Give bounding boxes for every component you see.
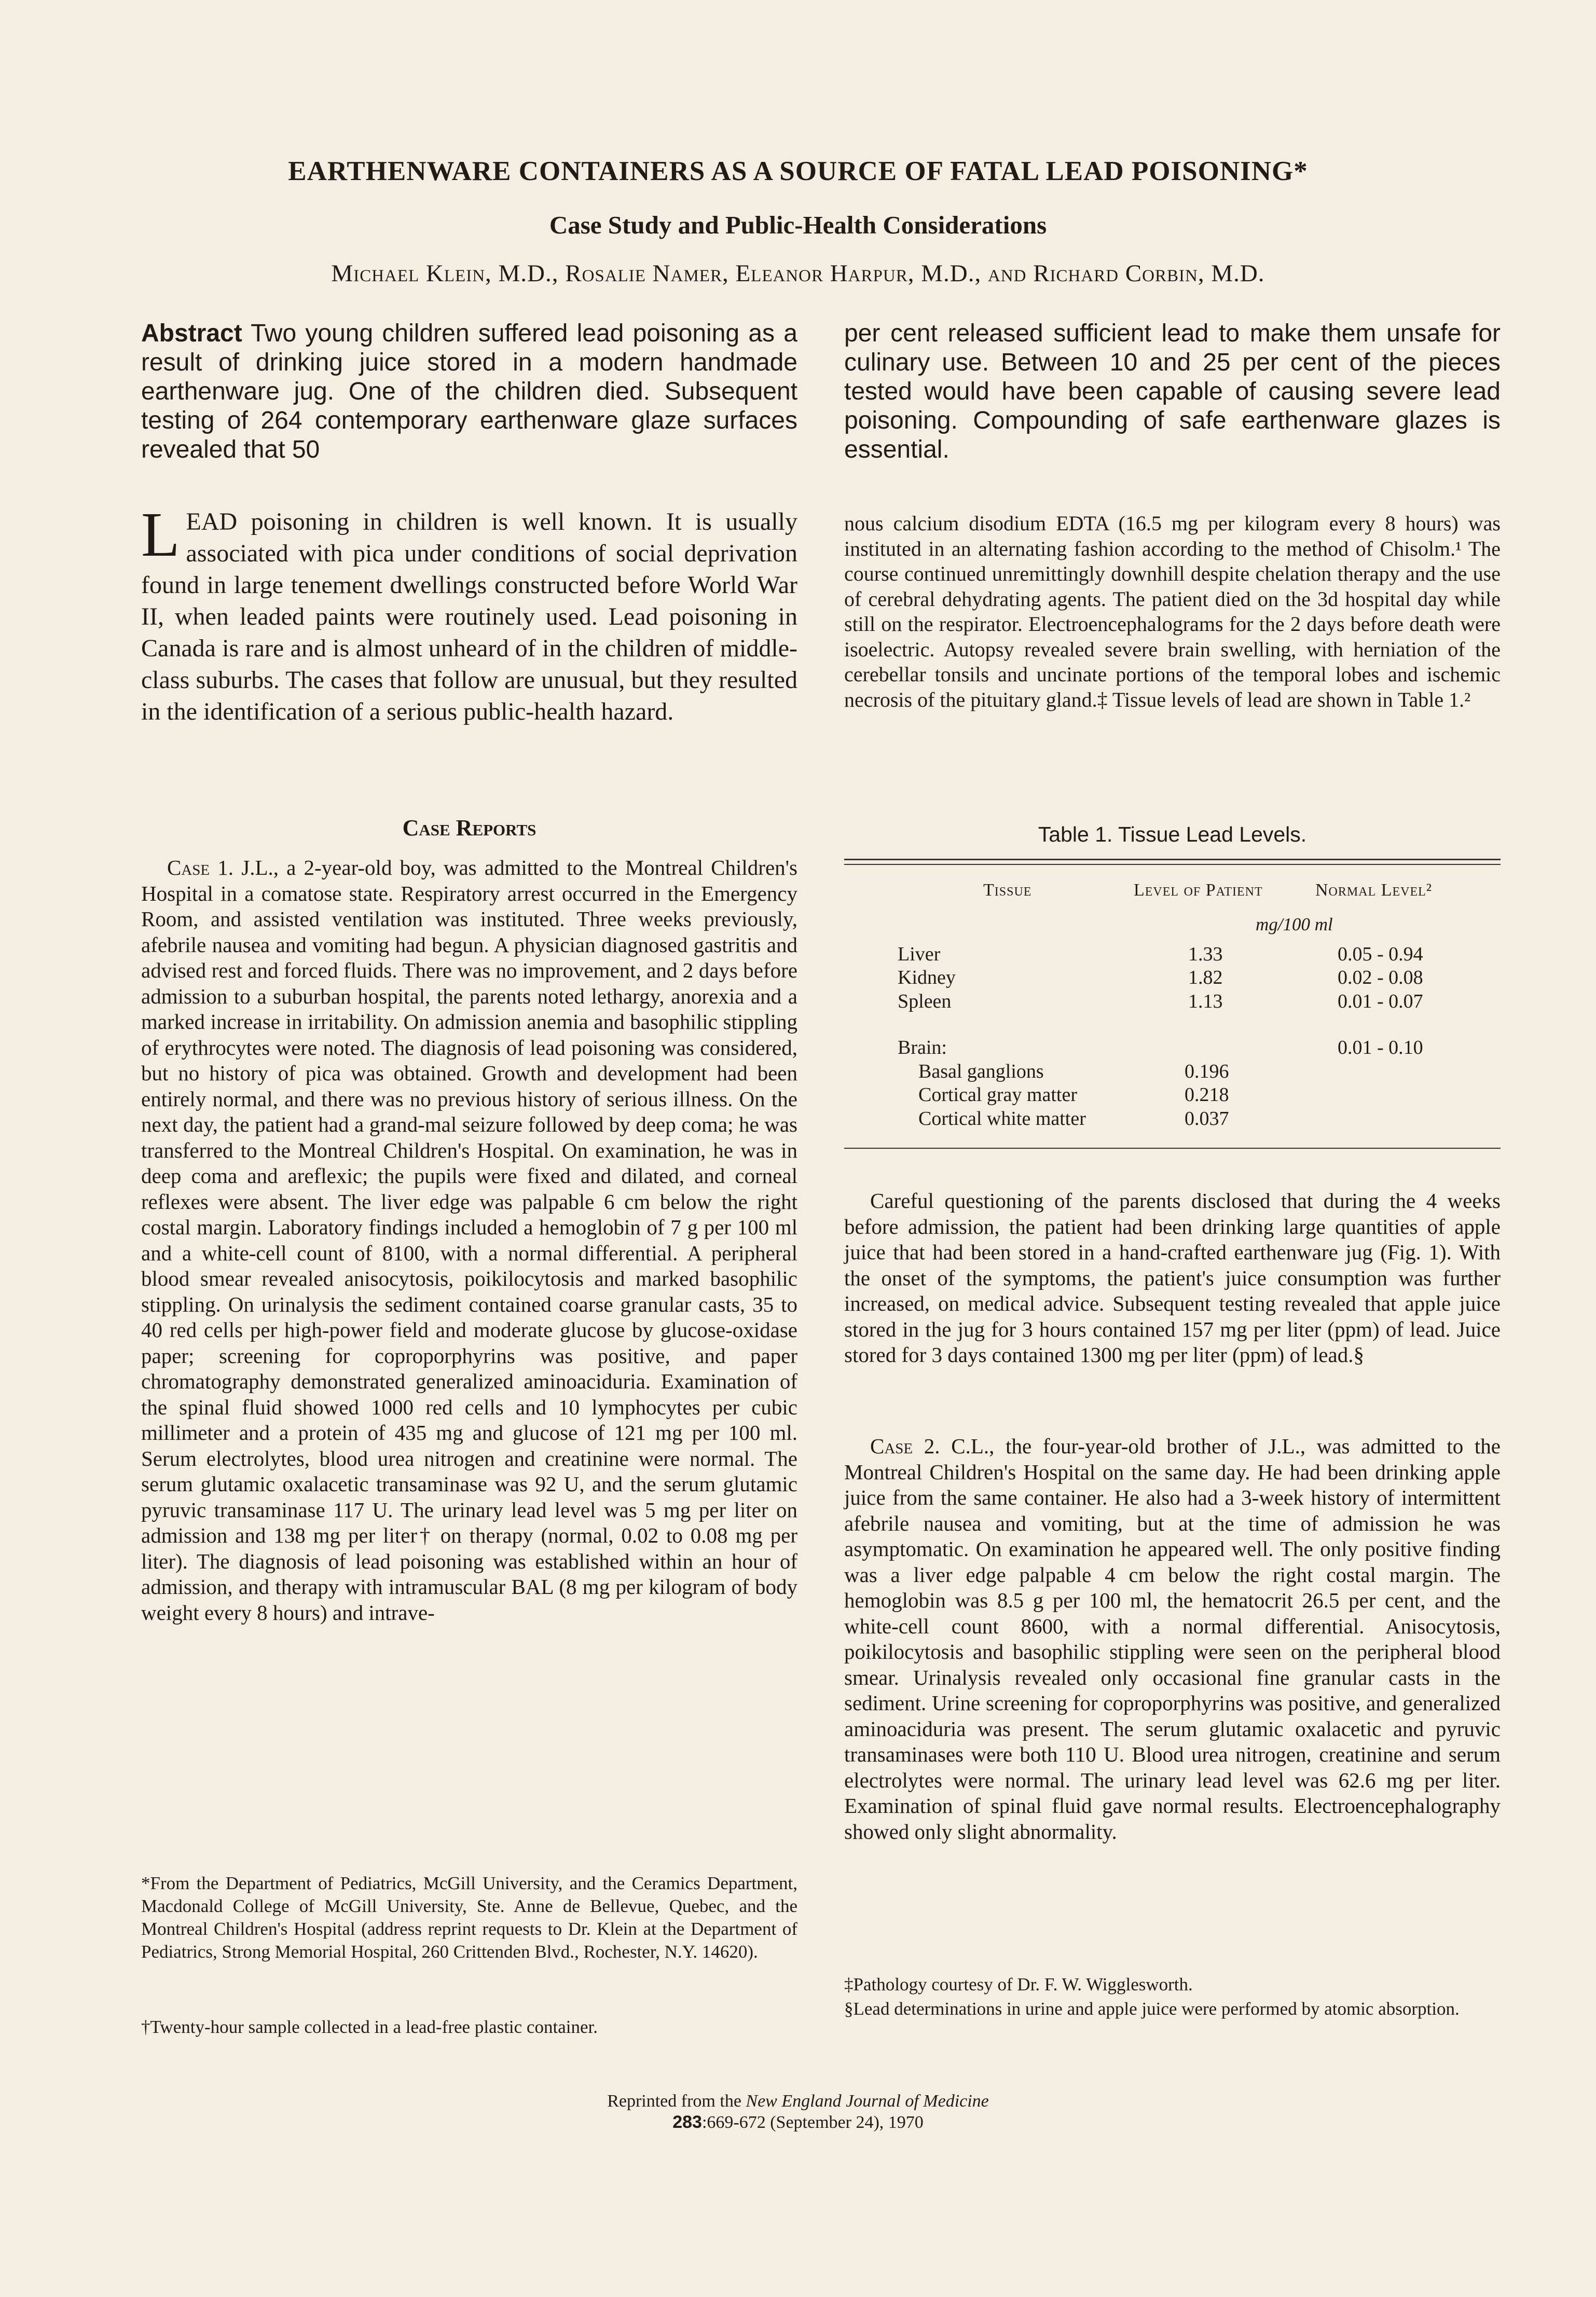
table-cell-patient: 0.196 bbox=[1185, 1061, 1229, 1082]
table-cell-patient: 1.13 bbox=[1188, 991, 1223, 1012]
footnote-section: §Lead determinations in urine and apple juice were performed by atomic absorption. bbox=[844, 1999, 1460, 2019]
abstract-label: Abstract bbox=[141, 320, 242, 347]
careful-text: Careful questioning of the parents disclosed that during the 4 weeks before admission, the patient had been drinking large quantities of apple juice that had been stored in a hand-crafted earthenware jug (Fig. 1). With the onset of the symptoms, the patient's juice consumption was further increased, on medical advice. Subsequent testing revealed that apple juice stored in the jug for 3 hours contained 157 mg per liter (ppm) of lead. Juice stored for 3 days contained 1300 mg per liter (ppm) of lead.§ bbox=[844, 1189, 1501, 1367]
section-heading-case-reports: Case Reports bbox=[402, 815, 536, 841]
table-top-rule bbox=[844, 859, 1501, 860]
table-cell-normal: 0.01 - 0.10 bbox=[1338, 1037, 1423, 1058]
table-cell-tissue: Brain: bbox=[898, 1037, 947, 1058]
journal-name: New England Journal of Medicine bbox=[746, 2092, 989, 2111]
table-cell-patient: 0.218 bbox=[1185, 1084, 1229, 1106]
table-cell-normal: 0.01 - 0.07 bbox=[1338, 991, 1423, 1012]
reprint-notice bbox=[0, 2091, 1596, 2133]
table-cell-normal: 0.02 - 0.08 bbox=[1338, 967, 1423, 988]
case1-continued-paragraph: nous calcium disodium EDTA (16.5 mg per kilogram every 8 hours) was instituted in an alternating fashion according to the method of Chisolm.¹ The course continued unremittingly downhill despite chelation therapy and the use of cerebral dehydrating agents. The patient died on the 3d hospital day while still on the respirator. Electroencephalograms for the 2 days before death were isoelectric. Autopsy revealed severe brain swelling, with herniation of the cerebellar tonsils and uncinate portions of the temporal lobes and ischemic necrosis of the pituitary gland.‡ Tissue levels of lead are shown in Table 1.² bbox=[844, 512, 1501, 711]
table-header-tissue: Tissue bbox=[983, 881, 1032, 900]
footnote-affiliation: *From the Department of Pediatrics, McGill University, and the Ceramics Department, Macdonald College of McGill University, Ste. Anne de Bellevue, Quebec, and the Montreal Children's Hospital (address reprint requests to Dr. Klein at the Department of Pediatrics, Strong Memorial Hospital, 260 Crittenden Blvd., Rochester, N.Y. 14620). bbox=[141, 1873, 797, 1962]
case2-text: C.L., the four-year-old brother of J.L., was admitted to the Montreal Children's Hospital on the same day. He had been drinking apple juice from the same container. He also had a 3-week history of intermittent afebrile nausea and vomiting, but at the time of admission he was asymptomatic. On examination he appeared well. The only positive finding was a liver edge palpable 4 cm below the right costal margin. The hemoglobin was 8.5 g per 100 ml, the hematocrit 26.5 per cent, and the white-cell count 8600, with a normal differential. Anisocytosis, poikilocytosis and basophilic stippling were seen on the peripheral blood smear. Urinalysis revealed only occasional fine granular casts in the sediment. Urine screening for coproporphyrins was positive, and generalized aminoaciduria was present. The serum glutamic oxalacetic and pyruvic transaminases were both 110 U. Blood urea nitrogen, creatinine and serum electrolytes were normal. The urinary lead level was 62.6 mg per liter. Examination of spinal fluid gave normal results. Electroencephalography showed only slight abnormality. bbox=[844, 1434, 1501, 1844]
reprint-prefix: Reprinted from the bbox=[607, 2092, 741, 2111]
journal-volume: 283 bbox=[672, 2112, 702, 2132]
table-cell-tissue: Cortical gray matter bbox=[918, 1084, 1077, 1106]
table-top-rule-2 bbox=[844, 864, 1501, 865]
abstract-right: per cent released sufficient lead to make them unsafe for culinary use. Between 10 and 25 per cent of the pieces tested would have been capable of causing severe lead poisoning. Compounding of safe earthenware glazes is essential. bbox=[844, 320, 1501, 463]
table-cell-tissue: Basal ganglions bbox=[918, 1061, 1044, 1082]
journal-pages: :669-672 (September 24), 1970 bbox=[701, 2113, 924, 2132]
table-unit: mg/100 ml bbox=[1256, 914, 1333, 934]
case2-label: Case 2. bbox=[870, 1434, 940, 1458]
footnote-dagger: †Twenty-hour sample collected in a lead-free plastic container. bbox=[141, 2017, 598, 2037]
footnote-double-dagger: ‡Pathology courtesy of Dr. F. W. Wigglesworth. bbox=[844, 1974, 1193, 1995]
table-cell-tissue: Liver bbox=[898, 943, 941, 965]
article-subtitle: Case Study and Public-Health Considerations bbox=[549, 211, 1047, 239]
article-title: EARTHENWARE CONTAINERS AS A SOURCE OF FATAL LEAD POISONING* bbox=[288, 156, 1308, 186]
author-list: Michael Klein, M.D., Rosalie Namer, Eleanor Harpur, M.D., and Richard Corbin, M.D. bbox=[331, 260, 1265, 287]
table-caption: Table 1. Tissue Lead Levels. bbox=[1038, 822, 1307, 846]
case1-paragraph bbox=[141, 855, 797, 1626]
table-cell-tissue: Kidney bbox=[898, 967, 956, 988]
case1-label: Case 1. bbox=[167, 856, 234, 879]
case2-paragraph bbox=[844, 1434, 1501, 1845]
table-bottom-rule bbox=[844, 1148, 1501, 1149]
intro-paragraph bbox=[141, 500, 797, 727]
table-header-patient: Level of Patient bbox=[1134, 881, 1263, 900]
careful-questioning-paragraph bbox=[844, 1188, 1501, 1368]
case1-text: J.L., a 2-year-old boy, was admitted to the Montreal Children's Hospital in a comatose state. Respiratory arrest occurred in the Emergency Room, and assisted ventilation was instituted. Three weeks previously, afebrile nausea and vomiting had begun. A physician diagnosed gastritis and advised rest and forced fluids. There was no improvement, and 2 days before admission to a suburban hospital, the parents noted lethargy, anorexia and a marked increase in irritability. On admission anemia and basophilic stippling of erythrocytes were noted. The diagnosis of lead poisoning was considered, but no history of pica was obtained. Growth and development had been entirely normal, and there was no previous history of serious illness. On the next day, the patient had a grand-mal seizure followed by deep coma; he was transferred to the Montreal Children's Hospital. On examination, he was in deep coma and areflexic; the pupils were fixed and dilated, and corneal reflexes were absent. The liver edge was palpable 6 cm below the right costal margin. Laboratory findings included a hemoglobin of 7 g per 100 ml and a white-cell count of 8100, with a normal differential. A peripheral blood smear revealed anisocytosis, poikilocytosis and marked basophilic stippling. On urinalysis the sediment contained coarse granular casts, 35 to 40 red cells per high-power field and moderate glucose by glucose-oxidase paper; screening for coproporphyrins was positive, and paper chromatography demonstrated generalized aminoaciduria. Examination of the spinal fluid showed 1000 red cells and 10 lymphocytes per cubic millimeter and a protein of 435 mg and glucose of 121 mg per 100 ml. Serum electrolytes, blood urea nitrogen and creatinine were normal. The serum glutamic oxalacetic transaminase was 92 U, and the serum glutamic pyruvic transaminase 117 U. The urinary lead level was 5 mg per liter on admission and 138 mg per liter† on therapy (normal, 0.02 to 0.08 mg per liter). The diagnosis of lead poisoning was established within an hour of admission, and therapy with intramuscular BAL (8 mg per kilogram of body weight every 8 hours) and intrave- bbox=[141, 856, 798, 1625]
table-cell-normal: 0.05 - 0.94 bbox=[1338, 943, 1423, 965]
table-header-normal: Normal Level² bbox=[1315, 881, 1432, 900]
table-cell-patient: 0.037 bbox=[1185, 1108, 1229, 1130]
table-cell-tissue: Spleen bbox=[898, 991, 952, 1012]
table-cell-patient: 1.33 bbox=[1188, 943, 1223, 965]
abstract-text-left: Two young children suffered lead poisoning as a result of drinking juice stored in a modern handmade earthenware jug. One of the children died. Subsequent testing of 264 contemporary earthenware glaze surfaces revealed that 50 bbox=[141, 320, 798, 463]
intro-text: EAD poisoning in children is well known. It is usually associated with pica under conditions of social deprivation found in large tenement dwellings constructed before World War II, when leaded paints were routinely used. Lead poisoning in Canada is rare and is almost unheard of in the children of middle-class suburbs. The cases that follow are unusual, but they resulted in the identification of a serious public-health hazard. bbox=[141, 508, 797, 725]
table-cell-patient: 1.82 bbox=[1188, 967, 1223, 988]
drop-cap: L bbox=[141, 500, 180, 570]
abstract-left bbox=[141, 319, 797, 464]
table-cell-tissue: Cortical white matter bbox=[918, 1108, 1086, 1130]
